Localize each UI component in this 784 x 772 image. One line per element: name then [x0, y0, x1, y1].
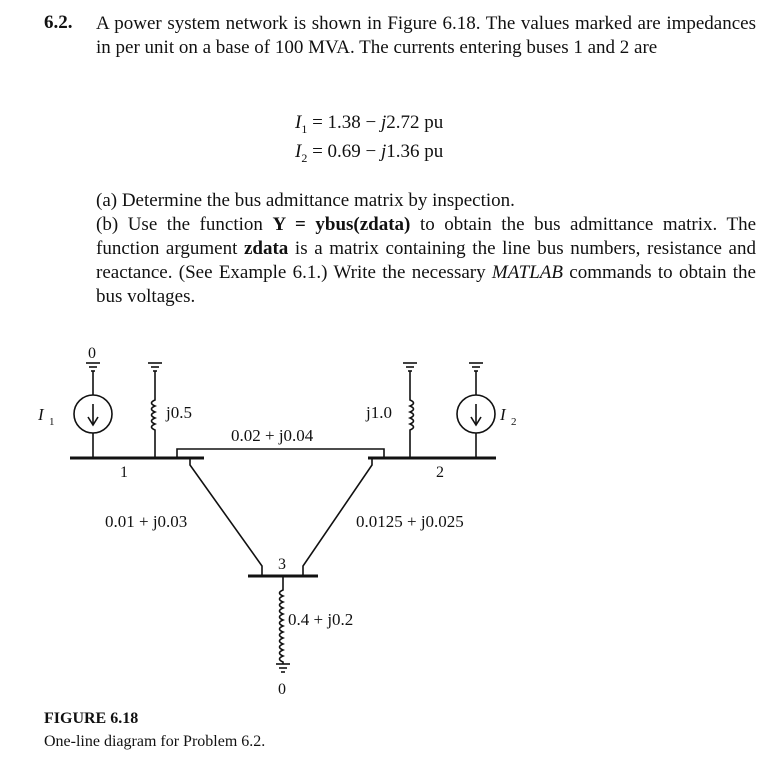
part-a: (a) Determine the bus admittance matrix by inspection. — [96, 190, 515, 211]
eq1-rhs: = 1.38 − — [307, 112, 382, 133]
current-2-sub: 2 — [511, 416, 517, 428]
figure-caption: One-line diagram for Problem 6.2. — [44, 733, 266, 750]
shunt-inductor-1 — [152, 395, 156, 458]
bus-1-label: 1 — [120, 464, 128, 481]
ground-label-top: 0 — [88, 345, 96, 362]
eq1-rest: 2.72 pu — [386, 112, 444, 133]
load-impedance-value: 0.4 + j0.2 — [288, 610, 354, 629]
problem-number: 6.2. — [44, 12, 73, 33]
current-1-label: I — [38, 405, 44, 424]
ground-symbol-load — [276, 664, 290, 672]
ground-symbol-source-1 — [86, 363, 100, 395]
bus-2-label: 2 — [436, 464, 444, 481]
ground-symbol-shunt-2 — [403, 363, 417, 395]
ground-symbol-shunt-1 — [148, 363, 162, 395]
ground-symbol-source-2 — [469, 363, 483, 395]
current-arrow-2-icon — [471, 404, 481, 425]
part-b-arg: zdata — [243, 238, 289, 259]
eq1-j: j — [381, 112, 387, 133]
line-2-3-impedance: 0.0125 + j0.025 — [356, 512, 464, 531]
shunt-inductor-2 — [410, 395, 414, 458]
shunt-impedance-1: j0.5 — [166, 403, 192, 422]
line-1-3-impedance: 0.01 + j0.03 — [105, 512, 188, 531]
ground-label-bottom: 0 — [278, 681, 286, 698]
problem-intro: A power system network is shown in Figure 6.18. The values marked are impedances in per unit on a base of 100 MVA. The currents entering buses 1 and 2 are — [96, 13, 756, 58]
current-arrow-1-icon — [88, 404, 98, 425]
eq1-sub: 1 — [301, 121, 308, 136]
part-b-matlab: MATLAB — [491, 262, 563, 283]
eq2-rhs: = 0.69 − — [307, 141, 382, 162]
bus-3-label: 3 — [278, 556, 286, 573]
line-1-2 — [177, 449, 384, 458]
current-2-label: I — [500, 405, 506, 424]
part-b-mid2: is a matrix containing the line bus numbers, resistance and reactance. (See Example 6.1.) Write the necessary — [96, 238, 756, 283]
part-b-end: commands to obtain the bus voltages. — [96, 262, 756, 307]
part-b-func: Y = ybus(zdata) — [272, 214, 411, 235]
figure-title: FIGURE 6.18 — [44, 710, 139, 727]
current-1-sub: 1 — [49, 416, 55, 428]
eq1-lhs: I — [295, 112, 302, 133]
shunt-impedance-2: j1.0 — [366, 403, 392, 422]
part-b-mid1: to obtain the bus admittance matrix. The function argument — [96, 214, 757, 259]
load-impedance-3 — [280, 576, 284, 664]
eq2-rest: 1.36 pu — [386, 141, 444, 162]
eq2-sub: 2 — [301, 150, 308, 165]
eq2-j: j — [381, 141, 387, 162]
line-1-3 — [190, 458, 262, 575]
part-b-pre: (b) Use the function — [96, 214, 273, 235]
line-1-2-impedance: 0.02 + j0.04 — [231, 426, 314, 445]
eq2-lhs: I — [295, 141, 302, 162]
